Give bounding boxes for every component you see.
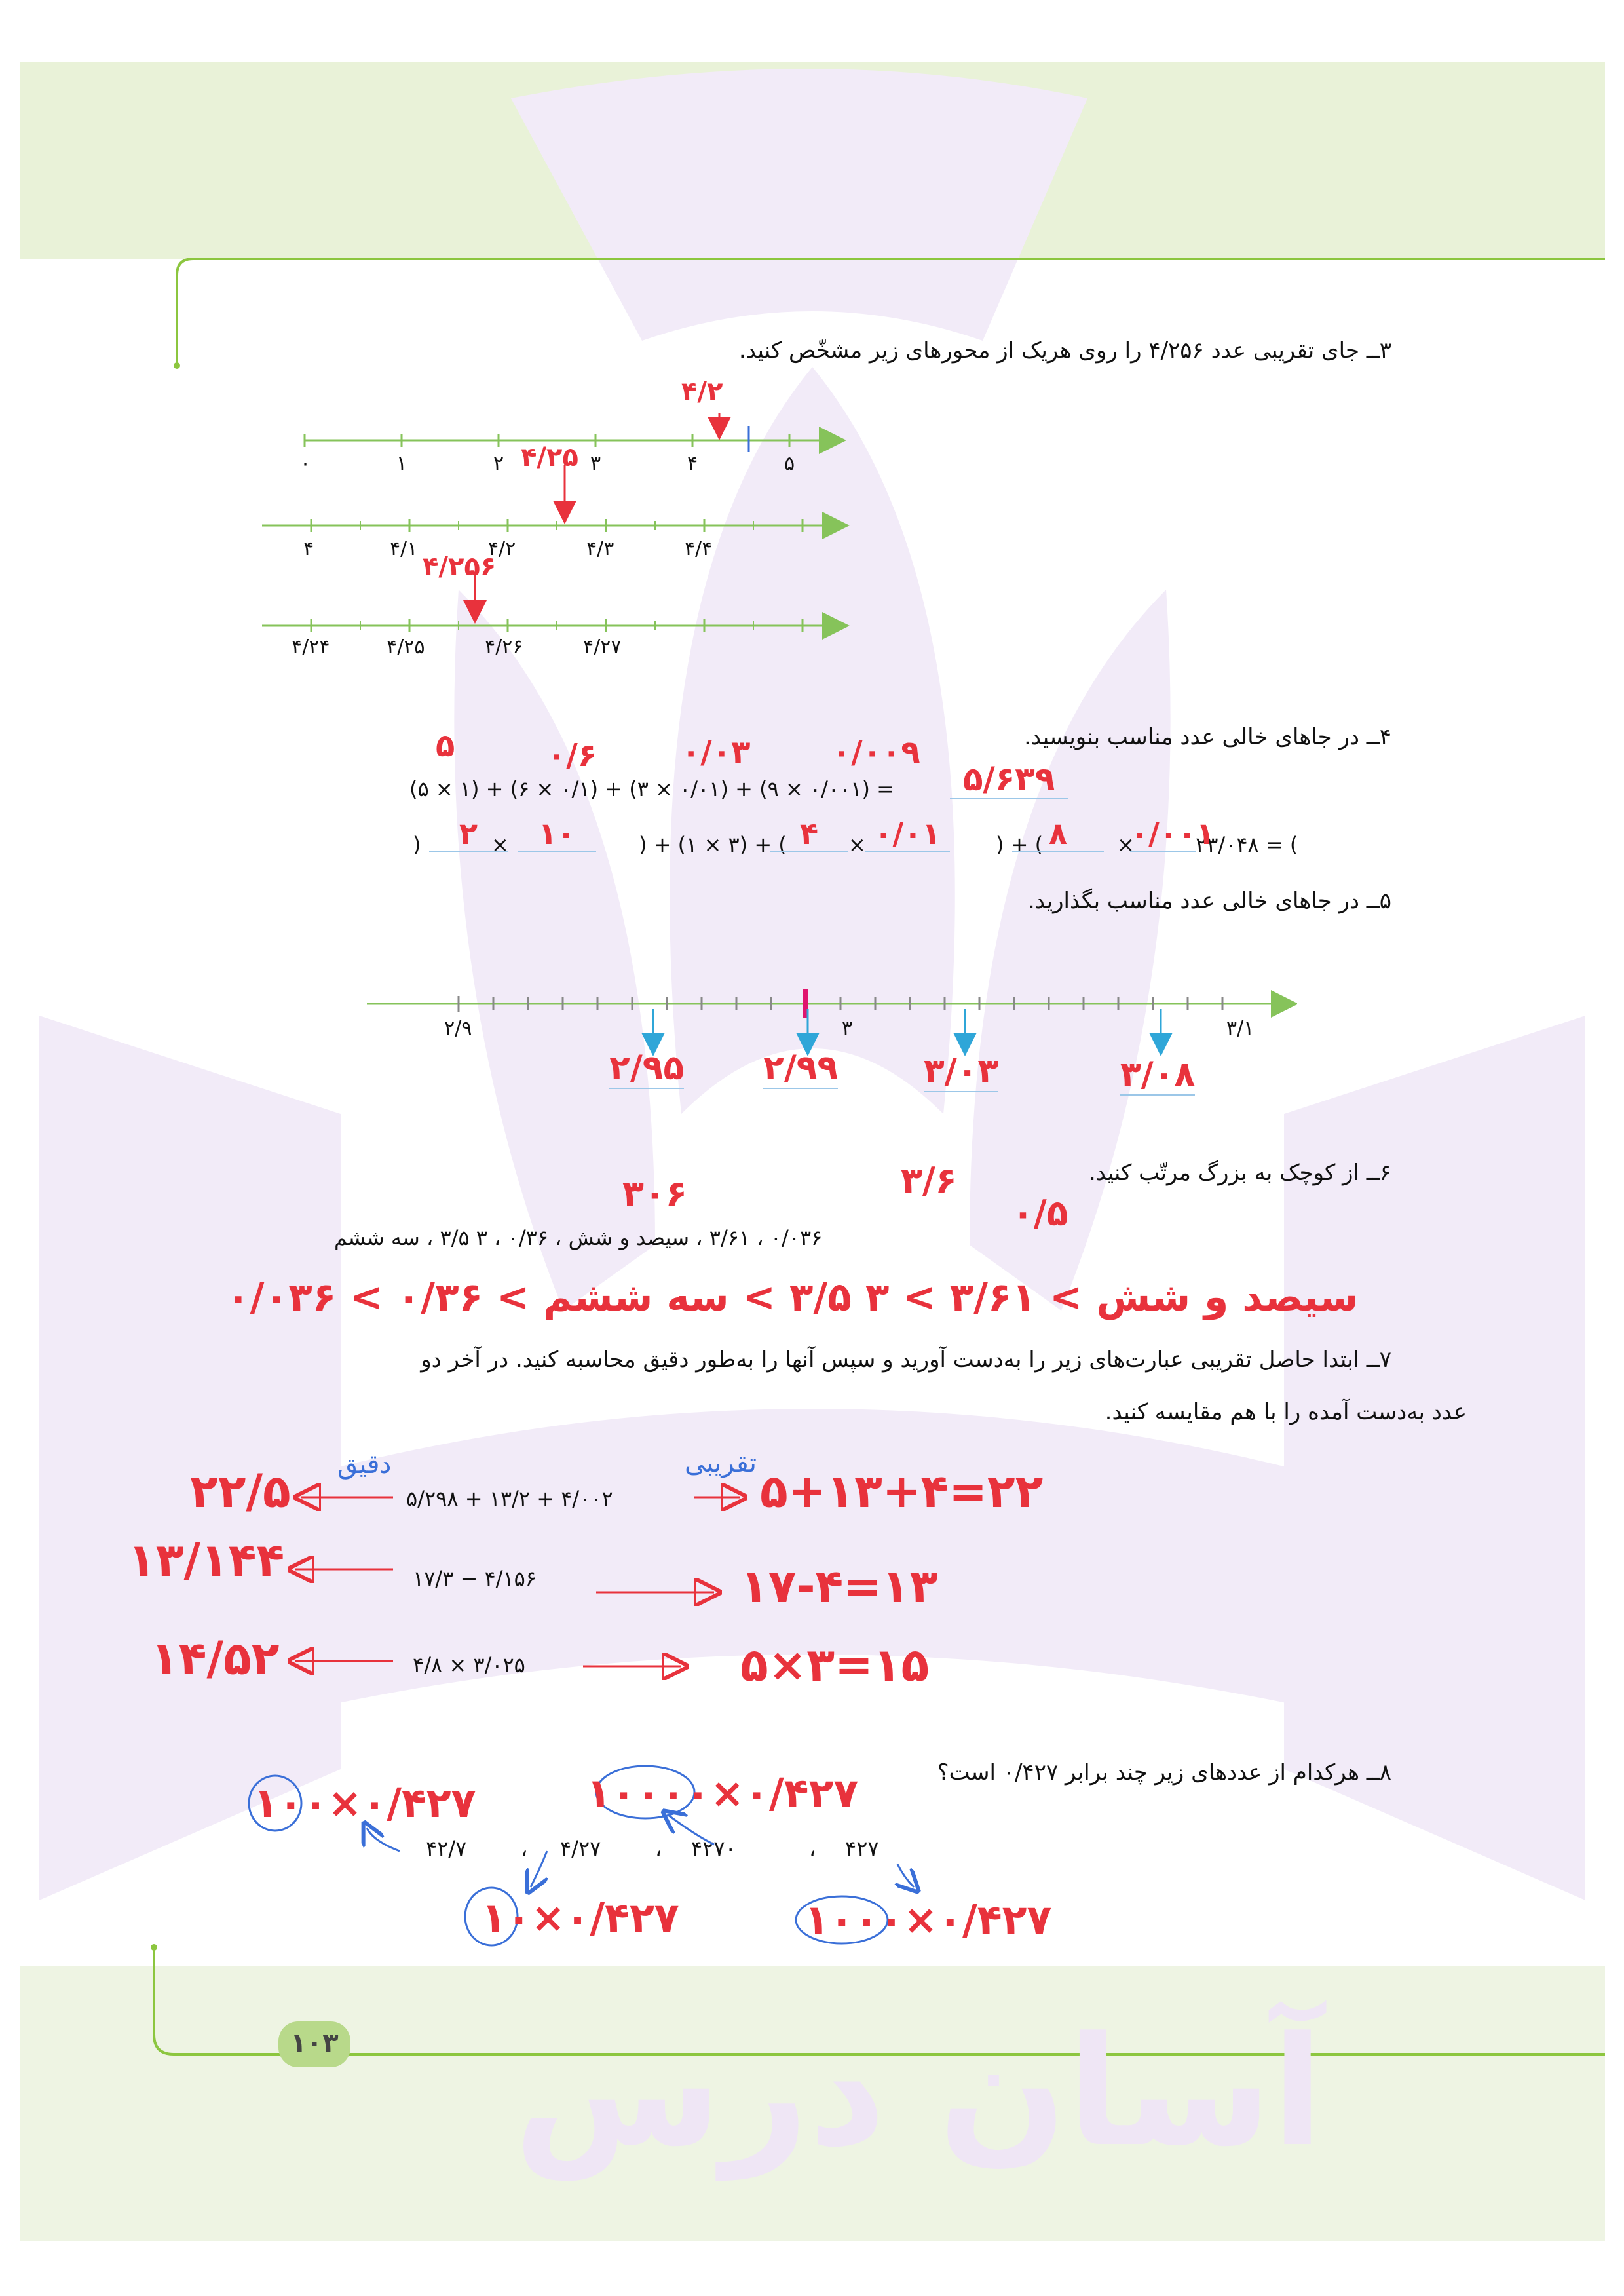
q7-row2-exact: ۱۳/۱۴۴: [128, 1533, 285, 1587]
q4-text: ۴ــ در جاهای خالی عدد مناسب بنویسید.: [1024, 724, 1391, 750]
axis2-tick-1: ۴/۱: [390, 537, 418, 560]
axis-3: [262, 573, 842, 632]
q3-text: ۳ــ جای تقریبی عدد ۴/۲۵۶ را روی هریک از محورهای زیر مشخّص کنید.: [738, 337, 1391, 364]
q4-line2-p0: ×: [1117, 832, 1135, 857]
q8-number-2: ۴۲۷۰: [691, 1836, 736, 1861]
q4-line1-answer: ۵/۶۳۹: [950, 760, 1068, 799]
q4-line2-p1: ) + (: [996, 832, 1044, 857]
q8-answer-4: [254, 1779, 476, 1827]
q7-row2-expr: ۱۷/۳ − ۴/۱۵۶: [413, 1566, 537, 1591]
q4-ink-0-6: ۰/۶: [547, 737, 597, 774]
q5-label-3: ۳: [842, 1017, 853, 1040]
q5-answer-1: ۲/۹۵: [609, 1048, 685, 1088]
q5-label-3-1: ۳/۱: [1226, 1017, 1255, 1040]
axis1-tick-3: ۳: [590, 452, 601, 475]
q8-answer-3-rest: ×۰/۴۲۷: [531, 1894, 679, 1942]
axis3-tick-3: ۴/۲۷: [583, 636, 622, 659]
q8-number-1: ۴۲۷: [845, 1836, 879, 1861]
q7-text-2: عدد به‌دست آمده را با هم مقایسه کنید.: [1105, 1399, 1467, 1425]
q8-answer-4-rest: ×۰/۴۲۷: [328, 1779, 476, 1827]
q7-row3-exact: ۱۴/۵۲: [151, 1632, 280, 1685]
q4-line2-p2: ×: [848, 832, 866, 857]
ink-4-256: ۴/۲۵۶: [423, 552, 497, 582]
axis2-tick-4: ۴/۴: [685, 537, 713, 560]
q8-answer-1-mult: ۱۰۰۰: [804, 1896, 904, 1943]
q8-answer-1-rest: ×۰/۴۲۷: [903, 1896, 1052, 1943]
q4-blank-4[interactable]: ۴: [770, 816, 848, 852]
q5-text: ۵ــ در جاهای خالی عدد مناسب بگذارید.: [1028, 888, 1391, 914]
axis2-tick-2: ۴/۲: [488, 537, 516, 560]
q4-line1: (۵ × ۱) + (۶ × ۰/۱) + (۳ × ۰/۰۱) + (۹ × ۰/۰۰۱) =: [409, 776, 894, 801]
q7-row1-exact: ۲۲/۵: [190, 1464, 291, 1518]
q4-line2-p4: ×: [491, 832, 509, 857]
axis-2: [262, 465, 842, 532]
q5-answer-3: ۳/۰۳: [924, 1052, 999, 1091]
q4-ink-0-009: ۰/۰۰۹: [832, 734, 920, 771]
q8-number-3: ۴/۲۷: [560, 1836, 601, 1861]
axis1-tick-4: ۴: [687, 452, 698, 475]
axis2-tick-3: ۴/۳: [586, 537, 614, 560]
q7-row1-approx: ۵+۱۳+۴=۲۲: [760, 1464, 1044, 1518]
q4-blank-1[interactable]: ۰/۰۰۱: [1130, 816, 1215, 851]
q4-blank-6[interactable]: ۲: [429, 816, 508, 852]
label-approx: تقریبی: [685, 1448, 757, 1478]
q7-text-1: ۷ــ ابتدا حاصل تقریبی عبارت‌های زیر را به‌دست آورید و سپس آنها را به‌طور دقیق محاسبه کنید. در آخر دو: [421, 1347, 1391, 1373]
q6-items: ۰/۰۳۶ ، ۳/۶۱ ، سیصد و شش ، ۰/۳۶ ، ۳ ۳/۵ ، سه ششم: [334, 1225, 823, 1250]
q8-answer-2-mult: ۱۰۰۰۰: [586, 1769, 711, 1817]
axis3-tick-2: ۴/۲۶: [485, 636, 523, 659]
q8-answer-2-rest: ×۰/۴۲۷: [710, 1769, 859, 1817]
q4-ink-0-03: ۰/۰۳: [681, 734, 751, 771]
q6-text: ۶ــ از کوچک به بزرگ مرتّب کنید.: [1088, 1160, 1391, 1186]
q8-number-4: ۴۲/۷: [426, 1836, 467, 1861]
ink-4-25: ۴/۲۵: [521, 442, 578, 472]
page-number: ۱۰۳: [290, 2028, 339, 2058]
q4-blank-5[interactable]: ۱۰: [518, 816, 596, 852]
axis1-tick-0: ۰: [300, 452, 311, 475]
q8-answer-3: [482, 1894, 679, 1942]
q4-blank-3[interactable]: ۰/۰۱: [865, 816, 950, 852]
q7-row3-expr: ۴/۸ × ۳/۰۲۵: [413, 1653, 525, 1677]
q6-ink-answer: سیصد و شش > ۳/۶۱ > ۳ ۳/۵ > سه ششم > ۰/۳۶ > ۰/۰۳۶: [226, 1274, 1359, 1320]
label-exact: دقیق: [337, 1449, 392, 1480]
axis1-tick-2: ۲: [493, 452, 504, 475]
q4-line2-p5: ): [413, 832, 421, 857]
q8-text: ۸ــ هرکدام از عددهای زیر چند برابر ۰/۴۲۷ است؟: [937, 1759, 1391, 1786]
q8-answer-4-mult: ۱۰۰: [254, 1779, 328, 1827]
q8-answer-2: [586, 1769, 858, 1817]
q6-ink-3-6: ۳/۶: [901, 1160, 957, 1201]
q4-line2-start: ۲۳/۰۴۸ = (: [1196, 832, 1298, 857]
q5-answer-4: ۳/۰۸: [1120, 1055, 1196, 1094]
axis1-tick-1: ۱: [396, 452, 407, 475]
q4-ink-5: ۵: [436, 727, 455, 764]
q6-ink-306: ۳۰۶: [622, 1173, 687, 1214]
axis2-tick-0: ۴: [303, 537, 314, 560]
q4-blank-2[interactable]: ۸: [1012, 816, 1104, 852]
q8-answer-3-mult: ۱۰: [482, 1894, 531, 1942]
q7-row2-approx: ۱۷-۴=۱۳: [740, 1559, 938, 1613]
q7-row3-approx: ۵×۳=۱۵: [740, 1638, 930, 1692]
q8-answer-1: [804, 1896, 1051, 1943]
q5-label-2-9: ۲/۹: [444, 1017, 472, 1040]
q6-ink-0-5: ۰/۵: [1012, 1193, 1068, 1234]
axis3-tick-1: ۴/۲۵: [387, 636, 425, 659]
watermark-text: آسان درس: [514, 2005, 1323, 2180]
q3-number-lines: [249, 400, 878, 675]
q4-line2-p3: ) + (۱ × ۳) + (: [639, 832, 787, 857]
axis3-tick-0: ۴/۲۴: [292, 636, 330, 659]
axis1-tick-5: ۵: [784, 452, 795, 475]
q5-answer-2: ۲/۹۹: [763, 1048, 839, 1088]
ink-4-2: ۴/۲: [681, 377, 723, 407]
q7-row1-expr: ۵/۲۹۸ + ۱۳/۲ + ۴/۰۰۲: [406, 1486, 613, 1511]
